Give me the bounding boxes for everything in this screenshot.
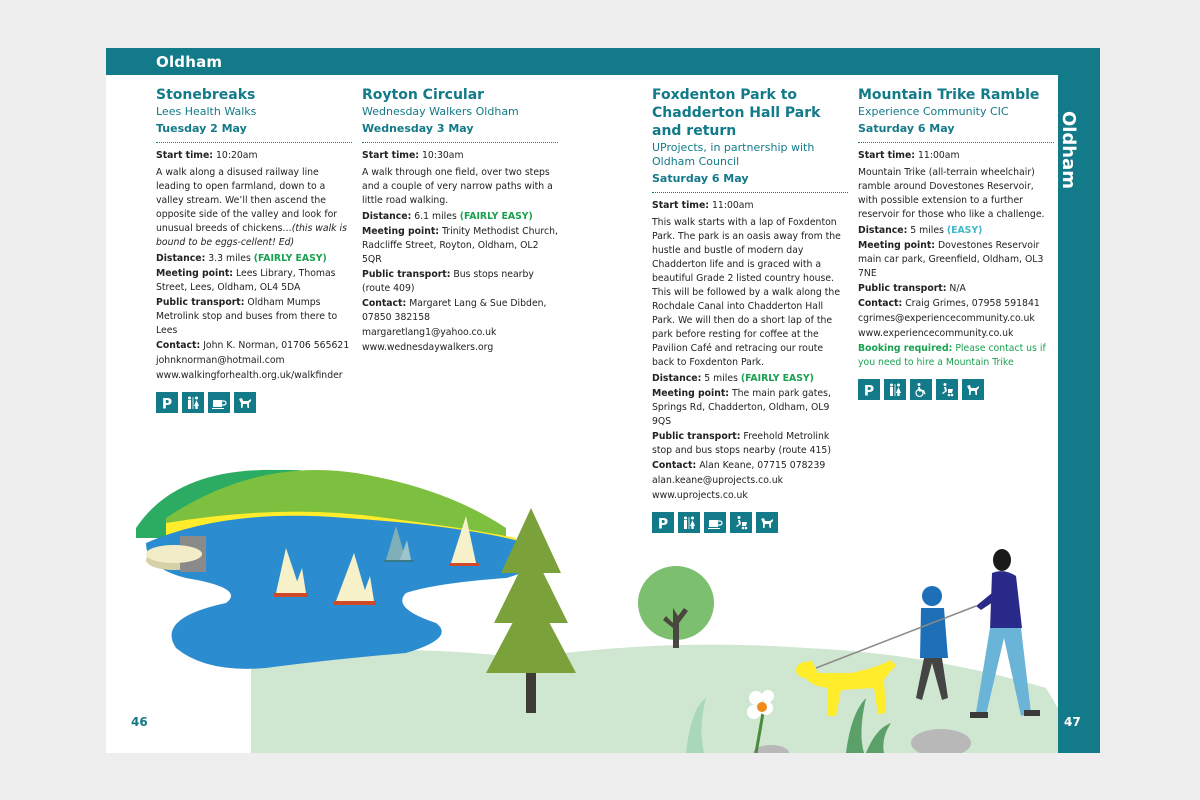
contact-email[interactable]: johnknorman@hotmail.com [156, 355, 285, 366]
svg-text:P: P [863, 383, 875, 398]
svg-text:P: P [657, 516, 669, 531]
difficulty-badge: (FAIRLY EASY) [253, 253, 327, 264]
section-header-bar [106, 48, 1100, 75]
parking-icon [858, 379, 880, 400]
walk-date: Saturday 6 May [858, 122, 955, 135]
walk-description: Mountain Trike (all-terrain wheelchair) ramble around Dovestones Reservoir, with possible extension to a further reservoir for those who like a challenge. [858, 167, 1045, 220]
contact: Contact: Margaret Lang & Sue Dibden, 07850 382158 [362, 298, 547, 323]
wheelchair-icon [910, 379, 932, 400]
walk-date: Saturday 6 May [652, 172, 749, 185]
parking-icon [156, 392, 178, 413]
walk-date: Wednesday 3 May [362, 122, 474, 135]
website-link[interactable]: www.experiencecommunity.co.uk [858, 328, 1014, 339]
pushchair-icon [936, 379, 958, 400]
contact-email[interactable]: cgrimes@experiencecommunity.co.uk [858, 313, 1035, 324]
refreshments-icon [704, 512, 726, 533]
start-time: Start time: 10:30am [362, 150, 464, 161]
svg-text:P: P [161, 396, 173, 411]
brochure-spread [106, 48, 1100, 753]
walk-organiser: Experience Community CIC [858, 105, 1009, 118]
toilets-icon [678, 512, 700, 533]
contact-email[interactable]: alan.keane@uprojects.co.uk [652, 475, 784, 486]
start-time: Start time: 11:00am [652, 200, 754, 211]
meeting-point: Meeting point: The main park gates, Springs Rd, Chadderton, Oldham, OL9 9QS [652, 388, 831, 427]
facility-icons [652, 512, 848, 533]
toilets-icon [182, 392, 204, 413]
meeting-point: Meeting point: Trinity Methodist Church, Radcliffe Street, Royton, Oldham, OL2 5QR [362, 226, 559, 265]
contact: Contact: Craig Grimes, 07958 591841 [858, 298, 1040, 309]
sidebar-title: Oldham [1058, 110, 1079, 190]
public-transport: Public transport: N/A [858, 283, 966, 294]
walk-description: A walk through one field, over two steps and a couple of very narrow paths with a little road walking. [362, 167, 553, 206]
toilets-icon [884, 379, 906, 400]
meeting-point: Meeting point: Lees Library, Thomas Street, Lees, Oldham, OL4 5DA [156, 268, 336, 293]
public-transport: Public transport: Oldham Mumps Metrolink stop and buses from there to Lees [156, 297, 338, 336]
divider [362, 142, 558, 143]
divider [652, 192, 848, 193]
page-number-left: 46 [131, 715, 148, 729]
pushchair-icon [730, 512, 752, 533]
facility-icons [858, 379, 1054, 400]
divider [858, 142, 1054, 143]
difficulty-badge: (FAIRLY EASY) [459, 211, 533, 222]
refreshments-icon [208, 392, 230, 413]
difficulty-badge: (EASY) [946, 225, 983, 236]
walk-listing [156, 86, 352, 413]
website-link[interactable]: www.uprojects.co.uk [652, 490, 748, 501]
dog-friendly-icon [962, 379, 984, 400]
walk-organiser: Wednesday Walkers Oldham [362, 105, 519, 118]
walk-description: This walk starts with a lap of Foxdenton Park. The park is an oasis away from the hustle and bustle of modern day Chadderton life and is graced with a beautiful Grade 2 listed country house. This will be followed by a walk along the Rochdale Canal into Chadderton Hall Park. We will then do a short lap of the park before resting for coffee at the Pavilion Café and retracing our route back to Foxdenton Park. [652, 217, 841, 368]
walk-organiser: UProjects, in partnership with Oldham Council [652, 141, 815, 168]
walk-title: Royton Circular [362, 87, 485, 103]
contact-email[interactable]: margaretlang1@yahoo.co.uk [362, 327, 497, 338]
website-link[interactable]: www.walkingforhealth.org.uk/walkfinder [156, 370, 343, 381]
distance: Distance: 3.3 miles (FAIRLY EASY) [156, 253, 327, 264]
contact: Contact: Alan Keane, 07715 078239 [652, 460, 826, 471]
walk-description: A walk along a disused railway line leading to open farmland, down to a valley stream. We’ll then ascend the opposite side of the valley and look for unusual breeds of chickens…(this walk is bound to be eggs-cellent! Ed) [156, 167, 347, 248]
walk-organiser: Lees Health Walks [156, 105, 257, 118]
walk-listing [858, 86, 1054, 400]
difficulty-badge: (FAIRLY EASY) [740, 373, 814, 384]
facility-icons [156, 392, 352, 413]
start-time: Start time: 10:20am [156, 150, 258, 161]
website-link[interactable]: www.wednesdaywalkers.org [362, 342, 494, 353]
public-transport: Public transport: Bus stops nearby (route 409) [362, 269, 534, 294]
public-transport: Public transport: Freehold Metrolink stop and bus stops nearby (route 415) [652, 431, 831, 456]
start-time: Start time: 11:00am [858, 150, 960, 161]
walk-title: Mountain Trike Ramble [858, 87, 1040, 103]
distance: Distance: 5 miles (EASY) [858, 225, 983, 236]
walk-listing [652, 86, 848, 533]
section-title: Oldham [156, 53, 223, 71]
distance: Distance: 5 miles (FAIRLY EASY) [652, 373, 814, 384]
page-number-right: 47 [1064, 715, 1081, 729]
booking-note: Booking required: Please contact us if you need to hire a Mountain Trike [858, 343, 1046, 368]
divider [156, 142, 352, 143]
walk-title: Stonebreaks [156, 87, 256, 103]
meeting-point: Meeting point: Dovestones Reservoir main car park, Greenfield, Oldham, OL3 7NE [858, 240, 1044, 279]
walk-listing [362, 86, 558, 355]
dog-friendly-icon [756, 512, 778, 533]
walk-title: Foxdenton Park to Chadderton Hall Park and return [652, 87, 821, 139]
walk-date: Tuesday 2 May [156, 122, 247, 135]
parking-icon [652, 512, 674, 533]
distance: Distance: 6.1 miles (FAIRLY EASY) [362, 211, 533, 222]
dog-friendly-icon [234, 392, 256, 413]
contact: Contact: John K. Norman, 01706 565621 [156, 340, 350, 351]
